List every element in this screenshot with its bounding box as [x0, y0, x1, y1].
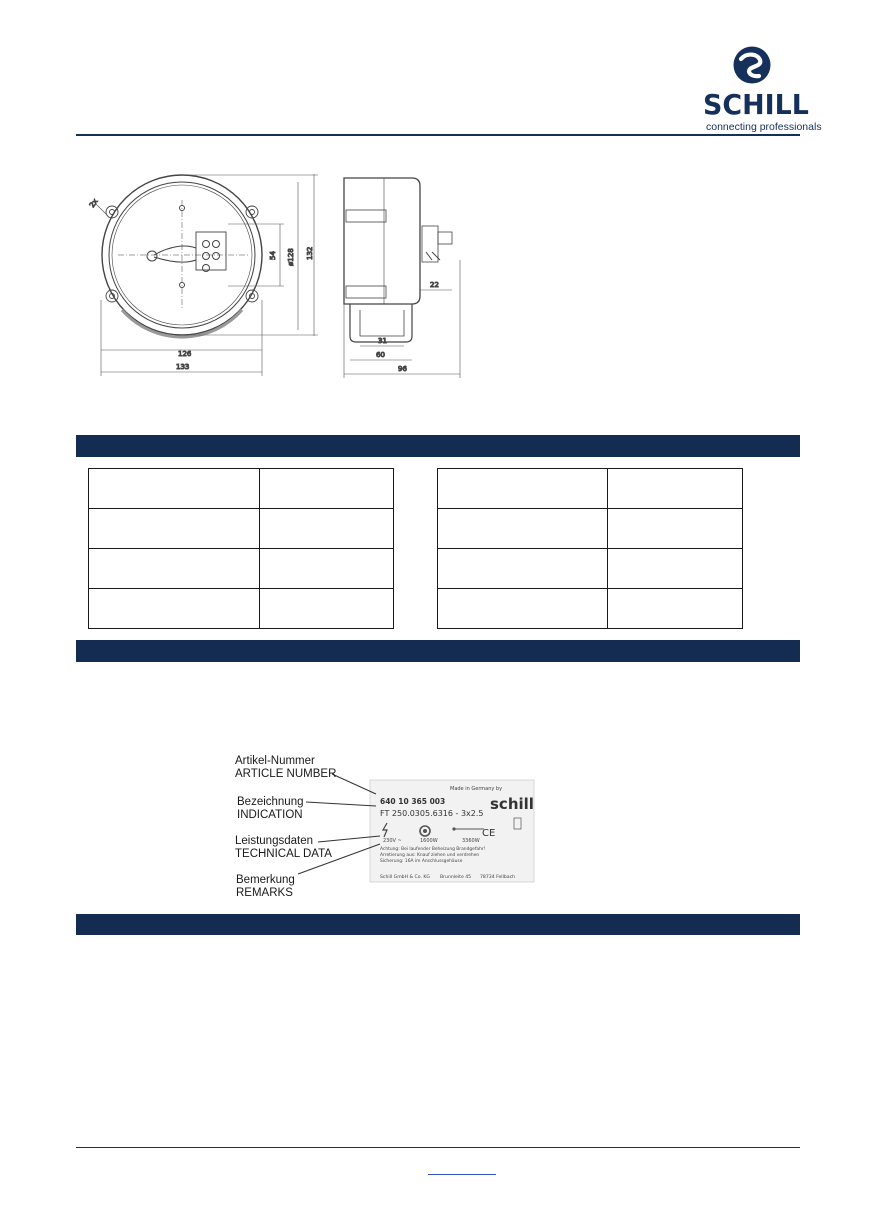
dim-96: 96 [398, 365, 407, 373]
dim-126: 126 [178, 350, 192, 358]
header-divider [76, 134, 800, 136]
footer-divider [76, 1147, 800, 1148]
section-header-bar [76, 640, 800, 662]
dim-60: 60 [376, 351, 385, 359]
callout-remarks-en: REMARKS [236, 887, 293, 899]
plate-city: 78734 Fellbach [480, 875, 516, 880]
plate-made-in: Made in Germany by [450, 786, 503, 792]
dim-133: 133 [176, 363, 190, 371]
spec-table-left [88, 468, 394, 629]
table-cell [89, 469, 260, 509]
table-cell [89, 509, 260, 549]
section-header-bar [76, 435, 800, 457]
plate-logo: schill [490, 795, 534, 813]
table-cell [438, 509, 608, 549]
table-cell [260, 509, 394, 549]
dim-132: 132 [306, 246, 314, 260]
plate-designation: FT 250.0305.6316 - 3x2.5 [380, 809, 484, 818]
table-row [438, 509, 743, 549]
brand-name: SCHILL [703, 88, 809, 121]
plate-warning-1: Achtung: Bei laufender Beheizung Brandgefahr! [380, 847, 486, 852]
table-row [89, 469, 394, 509]
callout-article-de: Artikel-Nummer [235, 755, 315, 767]
callout-indication-en: INDICATION [237, 809, 303, 821]
table-cell [608, 549, 743, 589]
dim-small-diameter: 2x [88, 197, 100, 210]
table-cell [438, 589, 608, 629]
plate-power-2: 3360W [462, 838, 480, 844]
dim-54: 54 [269, 251, 277, 260]
plate-warning-2: Arretierung aus: Knauf ziehen und verdrehen [380, 853, 480, 858]
table-row [89, 589, 394, 629]
table-cell [260, 589, 394, 629]
front-view-drawing [88, 174, 318, 376]
dim-22: 22 [430, 281, 439, 289]
plate-voltage: 230V ~ [383, 838, 402, 844]
side-view-drawing [344, 178, 460, 378]
table-cell [260, 549, 394, 589]
table-row [89, 549, 394, 589]
plate-street: Brunnleite 45 [440, 875, 472, 880]
table-row [438, 589, 743, 629]
footer-link[interactable] [428, 1174, 496, 1175]
type-plate-illustration [226, 752, 536, 900]
table-cell [438, 549, 608, 589]
plate-warning-3: Sicherung: 16A im Anschlussgehäuse [380, 859, 463, 864]
brand-tagline: connecting professionals [706, 121, 822, 133]
section-header-bar [76, 914, 800, 935]
spec-table-right [437, 468, 743, 629]
table-cell [438, 469, 608, 509]
dim-31: 31 [378, 337, 387, 345]
technical-drawing [60, 160, 480, 390]
callout-technical-en: TECHNICAL DATA [235, 848, 332, 860]
brand-logo-icon [733, 46, 771, 84]
dim-128: ø128 [287, 248, 295, 266]
table-cell [89, 589, 260, 629]
table-row [89, 509, 394, 549]
table-row [438, 469, 743, 509]
callout-indication-de: Bezeichnung [237, 796, 304, 808]
callout-remarks-de: Bemerkung [236, 874, 295, 886]
callout-article-en: ARTICLE NUMBER [235, 768, 337, 780]
table-cell [608, 589, 743, 629]
plate-article-number: 640 10 365 003 [380, 797, 446, 806]
plate-ce-mark: CE [482, 828, 496, 839]
table-cell [608, 509, 743, 549]
table-cell [89, 549, 260, 589]
table-cell [260, 469, 394, 509]
table-cell [608, 469, 743, 509]
table-row [438, 549, 743, 589]
plate-power-1: 1600W [420, 838, 438, 844]
callout-technical-de: Leistungsdaten [235, 835, 314, 847]
plate-company: Schill GmbH & Co. KG [380, 875, 430, 880]
